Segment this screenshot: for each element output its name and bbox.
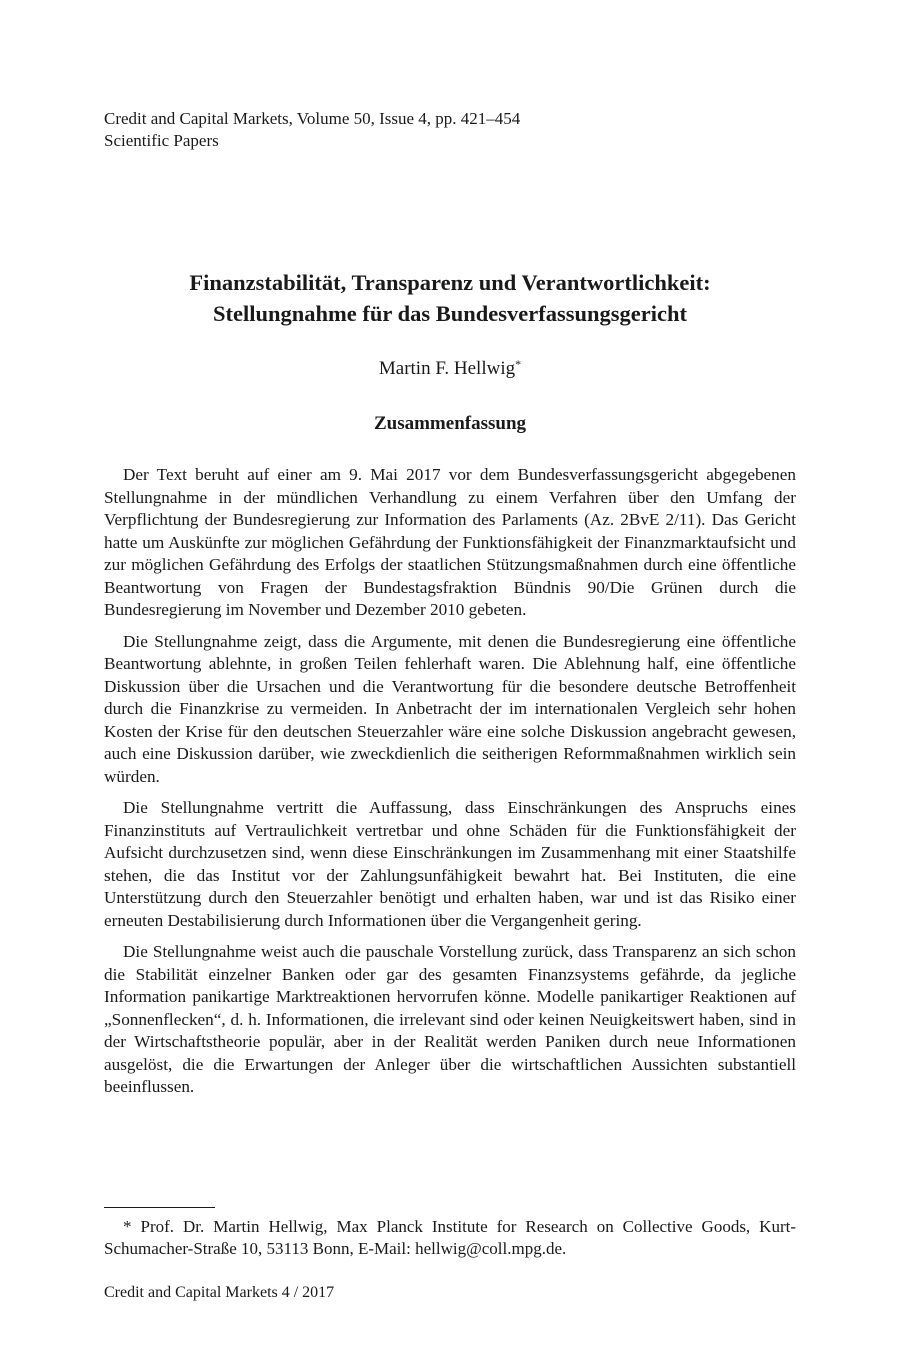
abstract-paragraph: Die Stellungnahme zeigt, dass die Argumente, mit denen die Bundesregierung eine öffentliche Beantwortung ablehnte, in großen Teilen fehlerhaft waren. Die Ablehnung half, eine öffentliche Diskussion über die Ursachen und die Verantwortung für die besondere deutsche Betroffenheit durch die Finanzkrise zu vermeiden. In Anbetracht der im internationalen Vergleich sehr hohen Kosten der Krise für den deutschen Steuerzahler wäre eine solche Diskussion angebracht gewesen, auch eine Diskussion darüber, wie zweckdienlich die seitherigen Reformmaßnahmen wirklich sein würden. [104,631,796,786]
footnote-divider [104,1207,215,1208]
author-name: Martin F. Hellwig [378,358,516,379]
article-category: Scientific Papers [104,131,219,150]
abstract-paragraph: Die Stellungnahme vertritt die Auffassung, dass Einschränkungen des Anspruchs eines Finanzinstituts auf Vertraulichkeit vertretbar und ohne Schäden für die Funktionsfähigkeit der Aufsicht durchzusetzen sind, wenn diese Einschränkungen im Zusammenhang mit einer Staatshilfe stehen, die das Institut vor der Zahlungsunfähigkeit bewahrt hat. Bei Instituten, die eine Unterstützung durch den Steuerzahler benötigt und erhalten haben, war und ist das Risiko einer erneuten Destabilisierung durch Informationen über die Vergangenheit gering. [104,798,796,930]
abstract-paragraph: Die Stellungnahme weist auch die pauschale Vorstellung zurück, dass Transparenz an sich schon die Stabilität einzelner Banken oder gar des gesamten Finanzsystems gefährde, da jegliche Information panikartige Marktreaktionen hervorrufen könne. Modelle panikartiger Reaktionen auf „Sonnenflecken“, d. h. Informationen, die irrelevant sind oder keinen Neuigkeitswert haben, sind in der Wirtschaftstheorie populär, aber in der Realität werden Paniken durch neue Informationen ausgelöst, die die Erwartungen der Anleger über die wirtschaftlichen Aussichten substantiell beeinflussen. [104,942,796,1096]
author-footnote-mark: * [515,357,522,371]
journal-header [104,108,520,152]
article-title [60,267,840,329]
page-footer: Credit and Capital Markets 4 / 2017 [104,1284,335,1301]
abstract-paragraph: Der Text beruht auf einer am 9. Mai 2017 vor dem Bundesverfassungsgericht abgegebenen Stellungnahme in der mündlichen Verhandlung zu einem Verfahren über den Umfang der Verpflichtung der Bundesregierung zur Information des Parlaments (Az. 2BvE 2/11). Das Gericht hatte um Auskünfte zur möglichen Gefährdung der Funktionsfähigkeit der Finanzmarktaufsicht und zur möglichen Gefährdung des Erfolgs der staatlichen Stützungsmaßnahmen durch eine öffentliche Beantwortung von Fragen der Bundestagsfraktion Bündnis 90/Die Grünen durch die Bundesregierung im November und Dezember 2010 gebeten. [104,465,796,619]
title-line-1: Finanzstabilität, Transparenz und Verantwortlichkeit: [189,270,711,295]
journal-citation: Credit and Capital Markets, Volume 50, Issue 4, pp. 421–454 [104,109,521,128]
title-line-2: Stellungnahme für das Bundesverfassungsgericht [212,301,688,326]
abstract-body [104,464,796,1108]
author-footnote: * Prof. Dr. Martin Hellwig, Max Planck Institute for Research on Collective Goods, Kurt-Schumacher-Straße 10, 53113 Bonn, E-Mail: hellwig@coll.mpg.de. [104,1217,796,1258]
abstract-heading: Zusammenfassung [373,413,527,434]
author-line [0,352,900,381]
